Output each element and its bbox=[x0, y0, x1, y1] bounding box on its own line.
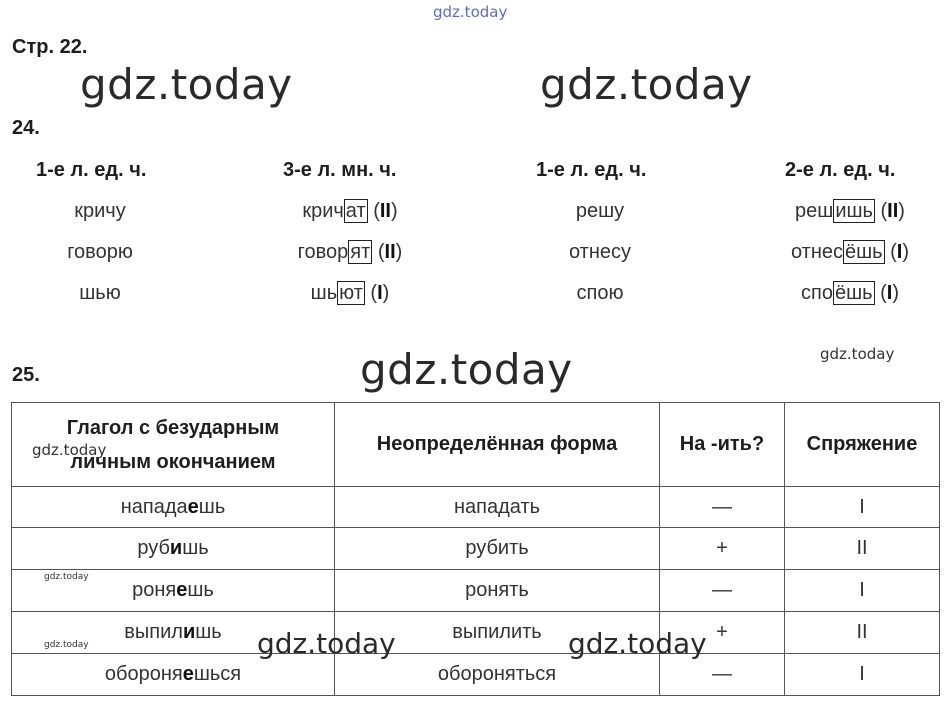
verb-form: шью bbox=[79, 282, 121, 304]
infinitive-cell: обороняться bbox=[335, 654, 660, 696]
watermark: gdz.today bbox=[257, 627, 396, 660]
conjugation-mark: I bbox=[896, 241, 903, 263]
column-header: 2-е л. ед. ч. bbox=[785, 159, 896, 181]
table-row bbox=[12, 528, 940, 570]
on-it-cell: + bbox=[660, 528, 785, 570]
table-header-row bbox=[12, 403, 940, 487]
verb-form: шь ют (I) bbox=[310, 282, 390, 304]
table-row bbox=[12, 612, 940, 654]
conjugation-cell: II bbox=[785, 612, 940, 654]
task-24-number: 24. bbox=[12, 117, 40, 139]
conjugation-table bbox=[11, 402, 940, 696]
ending-box: ят bbox=[350, 241, 371, 263]
column-header: 1-е л. ед. ч. bbox=[536, 159, 647, 181]
conjugation-cell: I bbox=[785, 654, 940, 696]
task-25-number: 25. bbox=[12, 364, 40, 386]
header-text: Глагол с безударным bbox=[66, 416, 280, 439]
verb-cell: обороняешься bbox=[12, 654, 335, 696]
watermark: gdz.today bbox=[820, 345, 895, 363]
header-cell bbox=[12, 403, 335, 487]
verb-form: отнесу bbox=[568, 241, 631, 263]
infinitive-cell: рубить bbox=[335, 528, 660, 570]
on-it-cell: + bbox=[660, 612, 785, 654]
verb-form: кричу bbox=[74, 200, 126, 222]
verb-form: реш ишь (II) bbox=[795, 200, 905, 222]
ending-box: ат bbox=[345, 200, 366, 222]
infinitive-cell: выпилить bbox=[335, 612, 660, 654]
verb-form: решу bbox=[575, 200, 625, 222]
conjugation-mark: II bbox=[379, 200, 391, 222]
ending-box: ишь bbox=[835, 200, 873, 222]
watermark: gdz.today bbox=[568, 627, 707, 660]
watermark: gdz.today bbox=[44, 640, 89, 650]
watermark: gdz.today bbox=[80, 60, 293, 109]
page-label: Стр. 22. bbox=[12, 36, 88, 58]
header-cell: На -ить? bbox=[660, 403, 785, 487]
conjugation-cell: I bbox=[785, 570, 940, 612]
conjugation-cell: II bbox=[785, 528, 940, 570]
conjugation-mark: II bbox=[384, 241, 396, 263]
verb-cell: gdz.today выпилишь bbox=[12, 612, 335, 654]
watermark: gdz.today bbox=[32, 441, 107, 459]
ending-box: ёшь bbox=[844, 241, 883, 263]
ending-box: ют bbox=[339, 282, 363, 304]
on-it-cell: — bbox=[660, 570, 785, 612]
on-it-cell: — bbox=[660, 487, 785, 528]
conjugation-cell: I bbox=[785, 487, 940, 528]
verb-form: спо ёшь (I) bbox=[801, 282, 899, 304]
verb-cell: рубишь bbox=[12, 528, 335, 570]
verb-cell: gdz.today роняешь bbox=[12, 570, 335, 612]
header-text: личным окончанием bbox=[70, 450, 276, 473]
column-header: 3-е л. мн. ч. bbox=[283, 159, 397, 181]
infinitive-cell: ронять bbox=[335, 570, 660, 612]
column-header: 1-е л. ед. ч. bbox=[36, 159, 147, 181]
watermark: gdz.today bbox=[433, 3, 508, 21]
table-row bbox=[12, 570, 940, 612]
header-cell: Неопределённая форма bbox=[335, 403, 660, 487]
watermark: gdz.today bbox=[44, 572, 89, 582]
infinitive-cell: нападать bbox=[335, 487, 660, 528]
conjugation-mark: I bbox=[886, 282, 893, 304]
verb-form: спою bbox=[576, 282, 624, 304]
watermark: gdz.today bbox=[540, 60, 753, 109]
verb-cell: нападаешь bbox=[12, 487, 335, 528]
table-row bbox=[12, 487, 940, 528]
verb-form: крич ат (II) bbox=[302, 200, 398, 222]
verb-form: говорю bbox=[67, 241, 133, 263]
conjugation-mark: II bbox=[887, 200, 899, 222]
table-row bbox=[12, 654, 940, 696]
conjugation-mark: I bbox=[377, 282, 383, 304]
on-it-cell: — bbox=[660, 654, 785, 696]
watermark: gdz.today bbox=[360, 345, 573, 394]
header-cell: Спряжение bbox=[785, 403, 940, 487]
verb-form: отнес ёшь (I) bbox=[790, 241, 910, 263]
ending-box: ёшь bbox=[834, 282, 873, 304]
verb-form: говор ят (II) bbox=[297, 241, 403, 263]
